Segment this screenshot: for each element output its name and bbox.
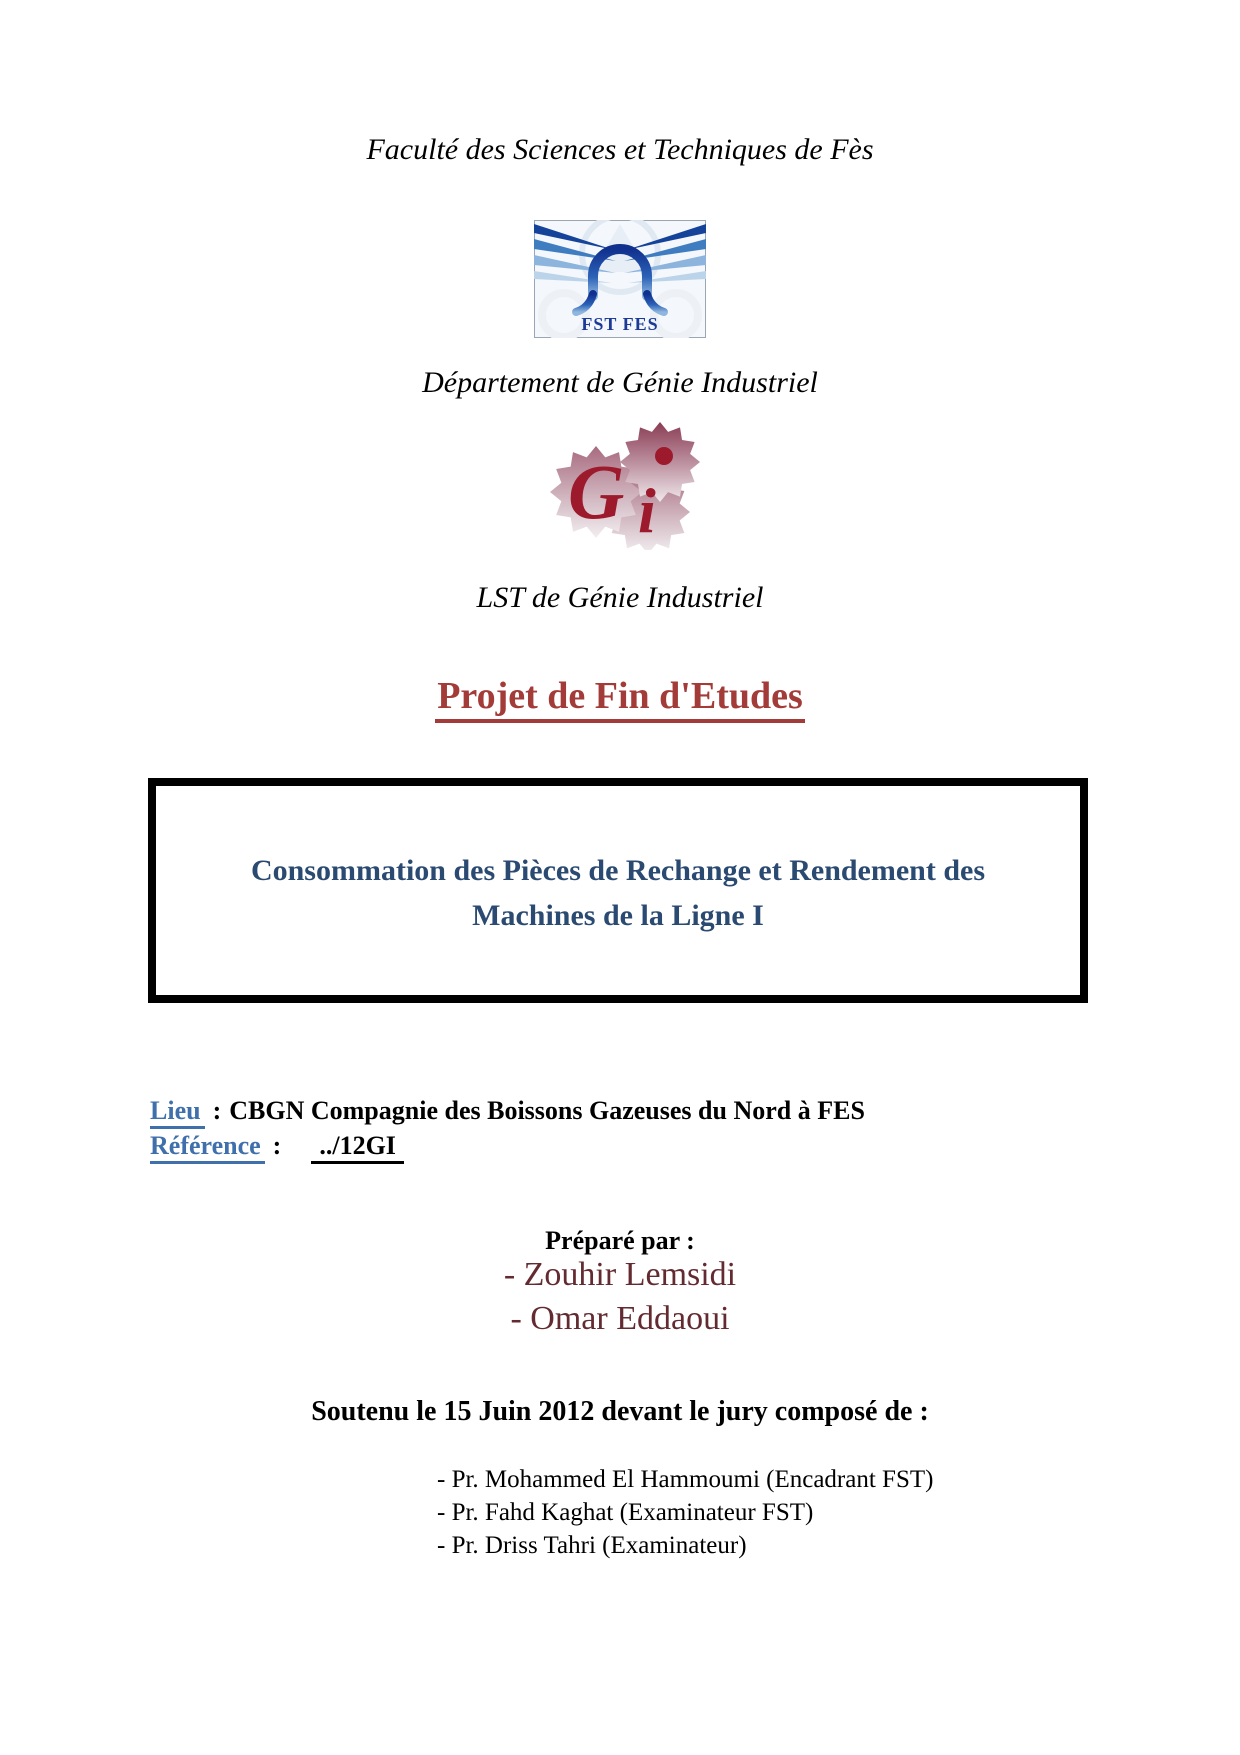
- author-name: - Zouhir Lemsidi: [503, 1256, 737, 1293]
- project-title-line1: Consommation des Pièces de Rechange et Rendement des: [250, 854, 986, 887]
- reference-value: ../12GI: [311, 1131, 404, 1164]
- reference-line: [150, 1131, 404, 1164]
- fst-logo-caption: FST FES: [581, 314, 659, 334]
- jury-member: - Pr. Driss Tahri (Examinateur): [437, 1532, 747, 1559]
- faculty-title: Faculté des Sciences et Techniques de Fès: [366, 133, 874, 166]
- prepared-by-heading: Préparé par :: [545, 1226, 695, 1255]
- gi-letter-i: i: [638, 475, 656, 546]
- report-kind-title: [0, 674, 1240, 723]
- defense-heading: Soutenu le 15 Juin 2012 devant le jury composé de :: [311, 1396, 929, 1427]
- location-line: [150, 1096, 865, 1129]
- report-kind-text: Projet de Fin d'Etudes: [435, 674, 805, 723]
- location-value: CBGN Compagnie des Boissons Gazeuses du Nord à FES: [229, 1096, 865, 1125]
- project-title-box: [148, 778, 1088, 1003]
- fst-fes-logo: [534, 220, 706, 338]
- gi-logo-image: [548, 420, 708, 550]
- department-title: Département de Génie Industriel: [422, 366, 818, 399]
- jury-member: - Pr. Fahd Kaghat (Examinateur FST): [437, 1499, 814, 1526]
- author-name: - Omar Eddaoui: [510, 1300, 730, 1337]
- reference-label: Référence: [150, 1131, 265, 1164]
- location-label: Lieu: [150, 1096, 205, 1129]
- reference-separator: :: [272, 1131, 282, 1160]
- project-title-line2: Machines de la Ligne I: [472, 899, 764, 932]
- jury-member: - Pr. Mohammed El Hammoumi (Encadrant FST): [437, 1466, 934, 1493]
- gi-logo: [548, 420, 708, 550]
- jury-list: [437, 1463, 933, 1562]
- fst-fes-logo-image: [534, 220, 706, 338]
- location-separator: :: [212, 1096, 222, 1125]
- program-title: LST de Génie Industriel: [476, 581, 764, 614]
- gi-dot: [655, 447, 673, 465]
- gi-letter-g: G: [568, 448, 625, 535]
